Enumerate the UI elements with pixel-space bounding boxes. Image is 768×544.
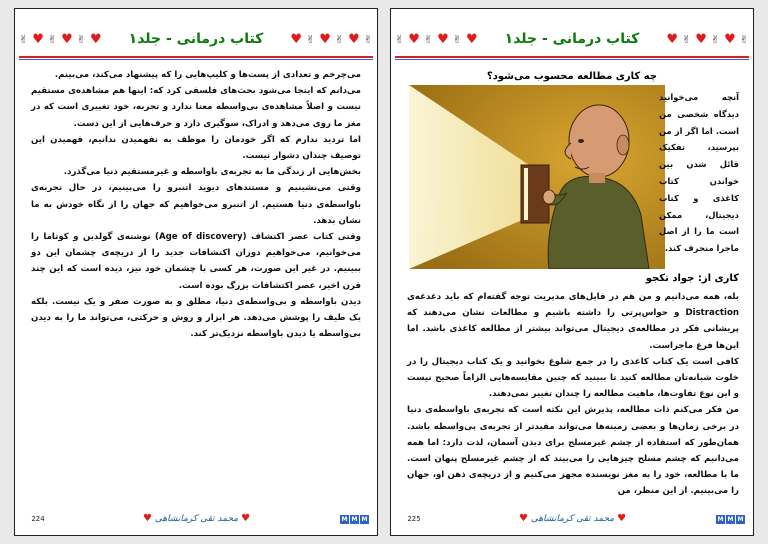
heart-icon: ♥ [518,513,528,524]
paragraph: بخش‌هایی از زندگی ما به تجربه‌ی باواسطه و غیرمستقیم دنیا می‌گذرد. [63,167,361,178]
peace-sign-icon: ✌ [682,32,692,46]
paragraph: می‌دانم که اینجا می‌شود بحث‌های فلسفی کرد که: اینها هم مشاهده‌ی مستقیم نیست و اصلاً مشاهده‌ی بی‌واسطه معنا ندارد و تجربه، خود تغییری است که در مغز ما روی می‌دهد و ادراک، سوگیری دارد و حرف‌هایی از این دست. [31,86,361,129]
paragraph: وقتی می‌نشینیم و مستندهای دیوید اتنبرو را می‌بینیم، در حال تجربه‌ی باواسطه‌ی دنیا هستیم. از اتنبرو می‌خواهیم که جهان را از نگاه خودش به ما نشان بدهد. [31,183,361,226]
page-body-text [31,67,361,342]
heart-icon: ♥ [465,31,478,47]
section-heading: چه کاری مطالعه محسوب می‌شود؟ [486,71,657,82]
signature-text: محمد تقی کرمانشاهی [154,514,239,524]
book-page-left [14,8,378,536]
heart-icon: ♥ [89,31,102,47]
peace-sign-icon: ✌ [47,32,58,46]
page-number: 225 [407,515,421,523]
page-number: 224 [31,515,45,523]
peace-sign-icon: ✌ [19,32,29,46]
paragraph: من فکر می‌کنم ذات مطالعه، پذیرش این نکته است که تجربه‌ی باواسطه‌ی دنیا در برخی زمان‌ها و بعضی زمینه‌ها می‌تواند مفیدتر از تجربه‌ی بی‌واسطه باشد. همان‌طور که استفاده از چشم غیرمسلح برای دیدن آسمان، لذت دارد: اما همه می‌دانیم که چشم مسلح چیزهایی را می‌بیند که از چشم غیرمسلح پنهان است. ما با مطالعه، خود را به مغز نویسنده مجهز می‌کنیم و از دریچه‌ی ذهن او، جهان را می‌بینیم. از این منظر، من [407,405,739,497]
author-signature [143,514,250,524]
peace-sign-icon: ✌ [395,32,405,46]
header-ornaments-left [395,33,478,46]
peace-sign-icon: ✌ [710,32,721,46]
page-footer [23,509,369,529]
header-rule-red [395,56,749,58]
heart-icon: ♥ [241,513,251,524]
header-ornaments-right [666,33,749,46]
heart-icon: ♥ [617,513,627,524]
paragraph: می‌چرخم و تعدادی از پست‌ها و کلیپ‌هایی را که پیشنهاد می‌کند، می‌بینم. [54,70,361,80]
header-rule-red [19,56,373,58]
heart-icon: ♥ [142,513,152,524]
heart-icon: ♥ [290,31,303,47]
book-page-right [390,8,754,536]
illustration-credit: کاری از: جواد تکجو [645,273,739,284]
paragraph: بله، همه می‌دانیم و من هم در فایل‌های مدیریت توجه گفته‌ام که باید دغدغه‌ی Distraction و حواس‌پرتی را داشته باشیم و مطالعات نشان می‌دهند که پریشانی فکر در مطالعه‌ی دیجیتال می‌تواند بیشتر از مطالعه کاغذی باشد. اما این‌ها فرع ماجراست. [407,292,739,351]
heart-icon: ♥ [348,31,360,47]
header-title: کتاب درمانی - جلد۱ [128,31,264,47]
heart-icon: ♥ [724,31,736,47]
page-header [19,27,373,51]
peace-sign-icon: ✌ [76,32,86,46]
peace-sign-icon: ✌ [306,32,316,46]
peace-sign-icon: ✌ [363,32,373,46]
side-column-text: آنچه می‌خوانید دیدگاه شخصی من است. اما اگر از من بپرسید، تفکیک قائل شدن بین خواندن کتاب کاغذی و کتاب دیجیتال، ممکن است ما را از اصل ماجرا منحرف کند. [659,92,739,254]
paragraph: دیدن باواسطه و بی‌واسطه‌ی دنیا، مطلق و به صورت صفر و یک نیست. بلکه یک طیف را پوشش می‌دهد. هر ابزار و روش و حرکتی، می‌تواند ما را به دیدن بی‌واسطه یا دیدن باواسطه نزدیک‌تر کند. [31,296,361,340]
paragraph: وقتی کتاب عصر اکتشاف (Age of discovery) نوشته‌ی گولدین و کوتاما را می‌خوانیم، می‌خواهیم دوران اکتشافات جدید را از دریچه‌ی چشمان این دو ببینیم. در غیر این صورت، هر کسی با چشمان خود نیز، دیده است که این چند قرن اخیر، عصر اکتشافات بزرگ بوده است. [31,232,361,291]
peace-sign-icon: ✌ [452,32,462,46]
header-ornaments-left [19,33,102,46]
header-ornaments-right [290,33,373,46]
page-footer [399,509,745,529]
footer-logo-icon: M M M [717,515,744,523]
page-header [395,27,749,51]
peace-sign-icon: ✌ [739,32,749,46]
header-rule-blue [395,59,749,60]
heart-icon: ♥ [408,31,420,47]
heart-icon: ♥ [437,31,449,47]
page-body-text [407,289,739,500]
header-title: کتاب درمانی - جلد۱ [504,31,640,47]
author-signature [519,514,626,524]
peace-sign-icon: ✌ [423,32,434,46]
heart-icon: ♥ [319,31,331,47]
heart-icon: ♥ [61,31,73,47]
heart-icon: ♥ [695,31,707,47]
signature-text: محمد تقی کرمانشاهی [530,514,615,524]
paragraph: کافی است یک کتاب کاغذی را در جمع شلوغ بخوانید و یک کتاب دیجیتال را در خلوت شبانه‌تان مطالعه کنید تا ببینید که چنین مقایسه‌هایی الزاماً صحیح نیست و این نوع تفاوت‌ها، ماهیت مطالعه را چندان تغییر نمی‌دهند. [407,356,739,400]
footer-logo-icon: M M M [341,515,368,523]
heart-icon: ♥ [666,31,679,47]
heart-icon: ♥ [32,31,44,47]
peace-sign-icon: ✌ [334,32,345,46]
reading-man-illustration [409,85,665,269]
header-rule-blue [19,59,373,60]
paragraph: اما تردید ندارم که اگر خودمان را موظف به نفهمیدن ندانیم، فهمیدن این توصیف چندان دشوار نیست. [31,134,361,162]
